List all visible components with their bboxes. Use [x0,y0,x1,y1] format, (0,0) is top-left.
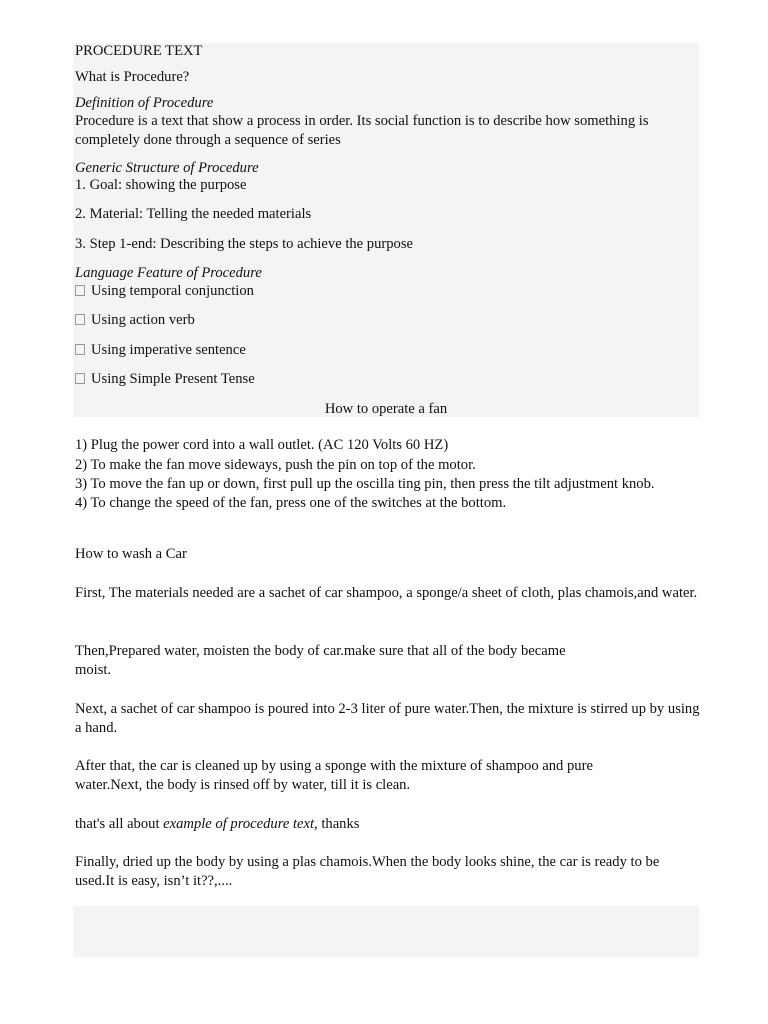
closing-line: that's all about example of procedure text, thanks [75,816,360,832]
car-heading: How to wash a Car [75,546,187,562]
page-title: PROCEDURE TEXT [75,43,203,59]
car-paragraph: First, The materials needed are a sachet of car shampoo, a sponge/a sheet of cloth, plas chamois,and water. [75,585,698,601]
car-paragraph: Next, a sachet of car shampoo is poured into 2-3 liter of pure water.Then, the mixture is stirred up by using a hand. [75,701,700,736]
fan-step: 3) To move the fan up or down, first pull up the oscilla ting pin, then press the tilt adjustment knob. [75,476,655,492]
car-paragraph: Then,Prepared water, moisten the body of car.make sure that all of the body became moist. [75,643,566,678]
generic-structure-item: 3. Step 1-end: Describing the steps to achieve the purpose [75,236,414,252]
bullet-box-icon [75,373,85,384]
language-feature-item: Using temporal conjunction [75,282,254,301]
language-feature-item: Using action verb [75,311,195,330]
bullet-box-icon [75,285,85,296]
car-paragraph: After that, the car is cleaned up by using a sponge with the mixture of shampoo and pure water.Next, the body is rinsed off by water, till it is clean. [75,758,593,793]
definition-heading: Definition of Procedure [75,95,214,111]
generic-structure-heading: Generic Structure of Procedure [75,160,259,176]
fan-heading: How to operate a fan [324,401,448,417]
question-line: What is Procedure? [75,69,190,85]
fan-step: 2) To make the fan move sideways, push the pin on top of the motor. [75,457,476,473]
bullet-box-icon [75,344,85,355]
language-feature-item: Using imperative sentence [75,341,246,360]
fan-step: 1) Plug the power cord into a wall outlet. (AC 120 Volts 60 HZ) [75,437,449,453]
generic-structure-item: 2. Material: Telling the needed materials [75,206,312,222]
generic-structure-item: 1. Goal: showing the purpose [75,177,247,193]
closing-italic-phrase: example of procedure text [163,816,315,832]
finally-paragraph: Finally, dried up the body by using a plas chamois.When the body looks shine, the car is ready to be used.It is easy, isn’t it??,.... [75,854,660,889]
definition-text: Procedure is a text that show a process in order. Its social function is to describe how something is completely done through a sequence of series [75,113,649,148]
language-feature-heading: Language Feature of Procedure [75,265,262,281]
language-feature-item: Using Simple Present Tense [75,370,255,389]
bottom-shaded-block [73,906,699,957]
fan-step: 4) To change the speed of the fan, press one of the switches at the bottom. [75,495,507,511]
bullet-box-icon [75,314,85,325]
